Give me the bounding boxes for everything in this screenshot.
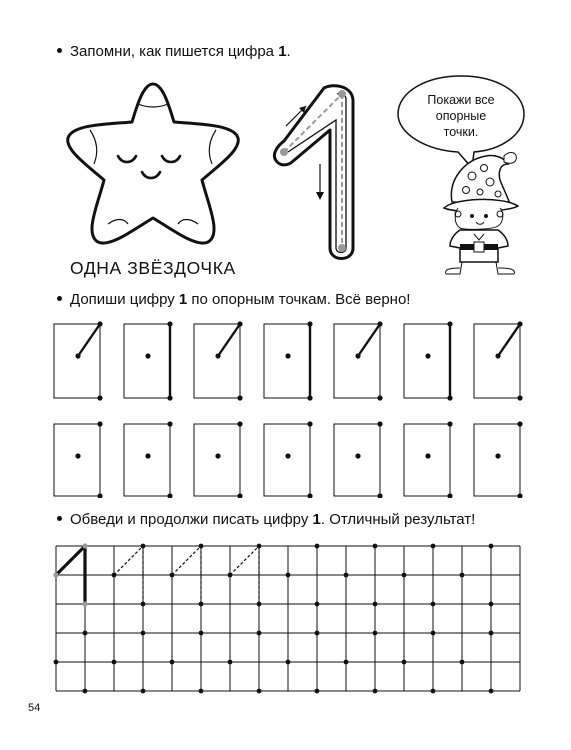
- anchor-dot: [141, 631, 146, 636]
- practice-box: [124, 424, 170, 496]
- anchor-dot: [237, 421, 242, 426]
- practice-box: [124, 324, 170, 398]
- diagonal-stroke: [78, 324, 100, 356]
- anchor-dot: [112, 660, 117, 665]
- practice-box: [264, 324, 310, 398]
- anchor-dot: [355, 453, 360, 458]
- anchor-dot: [447, 493, 452, 498]
- anchor-dot: [257, 602, 262, 607]
- anchor-dot: [167, 421, 172, 426]
- digit-one-outline: [262, 80, 362, 265]
- practice-box: [194, 424, 240, 496]
- anchor-dot: [344, 660, 349, 665]
- dashed-guide: [114, 546, 143, 575]
- page-number: 54: [28, 702, 41, 714]
- anchor-dot: [402, 660, 407, 665]
- instruction-1-tail: .: [286, 43, 291, 60]
- anchor-dot: [112, 573, 117, 578]
- practice-box: [404, 324, 450, 398]
- diagonal-stroke: [358, 324, 380, 356]
- anchor-dot: [315, 631, 320, 636]
- anchor-dot: [286, 573, 291, 578]
- anchor-dot: [495, 453, 500, 458]
- bubble-line-1: Покажи все: [427, 93, 495, 107]
- anchor-dot: [82, 601, 87, 606]
- anchor-dot: [460, 660, 465, 665]
- anchor-dot: [431, 544, 436, 549]
- anchor-dot: [199, 544, 204, 549]
- anchor-dot: [145, 353, 150, 358]
- anchor-dot: [344, 573, 349, 578]
- anchor-dot: [145, 453, 150, 458]
- bubble-text: [409, 92, 513, 140]
- anchor-dot: [489, 631, 494, 636]
- anchor-dot: [53, 572, 58, 577]
- anchor-dot: [97, 395, 102, 400]
- dashed-guide: [230, 546, 259, 575]
- anchor-dot: [315, 544, 320, 549]
- instruction-2-digit: 1: [178, 291, 188, 308]
- anchor-dot: [373, 631, 378, 636]
- instruction-3: [57, 511, 475, 528]
- bubble-line-2: опорные: [435, 109, 487, 123]
- anchor-dot: [54, 660, 59, 665]
- anchor-dot: [377, 421, 382, 426]
- anchor-dot: [517, 493, 522, 498]
- anchor-dot: [377, 395, 382, 400]
- practice-box: [54, 424, 100, 496]
- instruction-2: [57, 291, 410, 308]
- anchor-dot: [97, 493, 102, 498]
- anchor-dot: [199, 631, 204, 636]
- anchor-dot: [170, 573, 175, 578]
- anchor-dot: [489, 544, 494, 549]
- anchor-dot: [83, 631, 88, 636]
- anchor-dot: [447, 421, 452, 426]
- anchor-dot: [285, 353, 290, 358]
- traced-digit-stroke: [56, 546, 85, 575]
- dashed-guide: [172, 546, 201, 575]
- anchor-dot: [141, 544, 146, 549]
- instruction-3-digit: 1: [312, 511, 321, 528]
- anchor-dot: [307, 421, 312, 426]
- anchor-dot: [286, 660, 291, 665]
- anchor-dot: [228, 660, 233, 665]
- anchor-dot: [257, 544, 262, 549]
- writing-grid: [0, 540, 571, 700]
- bullet-icon: [57, 48, 62, 53]
- anchor-dot: [431, 602, 436, 607]
- anchor-dot: [257, 631, 262, 636]
- anchor-dot: [141, 602, 146, 607]
- instruction-3-tail: . Отличный результат!: [320, 511, 476, 528]
- instruction-3-text: Обведи и продолжи писать цифру: [70, 511, 313, 528]
- anchor-dot: [517, 421, 522, 426]
- anchor-dot: [373, 602, 378, 607]
- anchor-dot: [315, 602, 320, 607]
- bullet-icon: [57, 296, 62, 301]
- practice-boxes-row-1: [0, 316, 571, 402]
- anchor-dot: [402, 573, 407, 578]
- instruction-2-tail: по опорным точкам. Всё верно!: [187, 291, 411, 308]
- gnome-character-icon: [438, 150, 524, 280]
- smiling-star-icon: [58, 78, 248, 250]
- anchor-dot: [82, 543, 87, 548]
- anchor-dot: [97, 421, 102, 426]
- anchor-dot: [257, 689, 262, 694]
- anchor-dot: [307, 493, 312, 498]
- anchor-dot: [373, 689, 378, 694]
- bubble-line-3: точки.: [443, 125, 479, 139]
- practice-box: [404, 424, 450, 496]
- anchor-dot: [141, 689, 146, 694]
- anchor-dot: [425, 453, 430, 458]
- practice-box: [334, 424, 380, 496]
- anchor-dot: [237, 493, 242, 498]
- anchor-dot: [431, 631, 436, 636]
- practice-box: [264, 424, 310, 496]
- star-caption: ОДНА ЗВЁЗДОЧКА: [70, 258, 236, 278]
- diagonal-stroke: [498, 324, 520, 356]
- instruction-2-text: Допиши цифру: [70, 291, 179, 308]
- anchor-dot: [75, 453, 80, 458]
- anchor-dot: [83, 689, 88, 694]
- anchor-dot: [460, 573, 465, 578]
- anchor-dot: [377, 493, 382, 498]
- anchor-dot: [517, 395, 522, 400]
- anchor-dot: [315, 689, 320, 694]
- anchor-dot: [199, 689, 204, 694]
- practice-boxes-row-2: [0, 418, 571, 498]
- anchor-dot: [373, 544, 378, 549]
- instruction-1: [57, 43, 291, 60]
- anchor-dot: [228, 573, 233, 578]
- anchor-dot: [489, 602, 494, 607]
- anchor-dot: [425, 353, 430, 358]
- anchor-dot: [237, 395, 242, 400]
- anchor-dot: [199, 602, 204, 607]
- anchor-dot: [215, 453, 220, 458]
- anchor-dot: [167, 493, 172, 498]
- practice-box: [474, 424, 520, 496]
- diagonal-stroke: [218, 324, 240, 356]
- instruction-1-digit: 1: [278, 43, 287, 60]
- anchor-dot: [285, 453, 290, 458]
- bullet-icon: [57, 516, 62, 521]
- instruction-1-text: Запомни, как пишется цифра: [70, 43, 279, 60]
- anchor-dot: [489, 689, 494, 694]
- anchor-dot: [431, 689, 436, 694]
- anchor-dot: [170, 660, 175, 665]
